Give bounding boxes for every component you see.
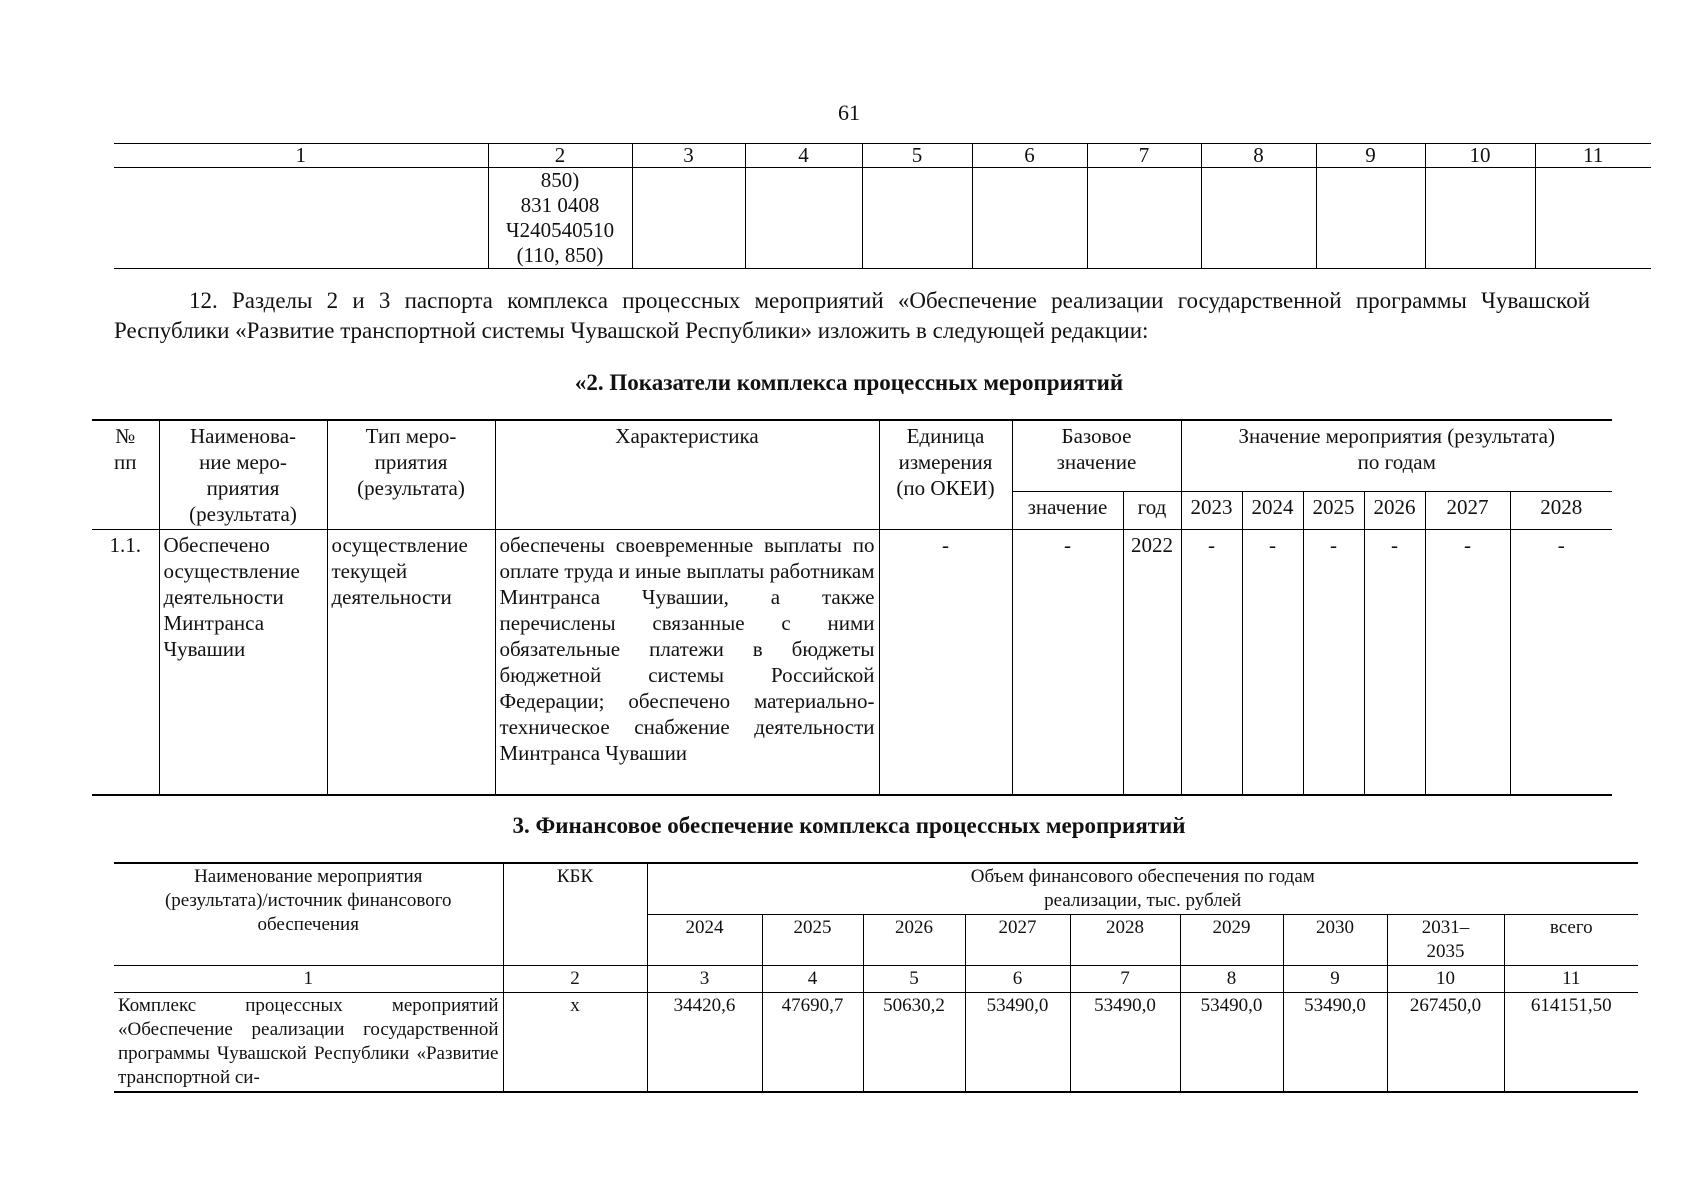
- row-year-value: -: [1425, 530, 1510, 796]
- header-num: № пп: [92, 420, 159, 530]
- table-cell: [1425, 168, 1535, 269]
- header-type: Тип меро- приятия (результата): [327, 420, 495, 530]
- row-name: Обеспечено осуществление деятельности Минтранса Чувашии: [159, 530, 327, 796]
- table-cell: [1201, 168, 1316, 269]
- row-value: 50630,2: [863, 993, 965, 1093]
- header-activity-name: Наименование мероприятия (результата)/источник финансового обеспечения: [114, 863, 503, 966]
- row-type: осуществление текущей деятельности: [327, 530, 495, 796]
- table-cell: [1087, 168, 1201, 269]
- table-cell: [1316, 168, 1425, 269]
- header-year: 2024: [1242, 491, 1303, 529]
- col-number: 10: [1425, 144, 1535, 168]
- table-row: [114, 993, 1638, 1093]
- header-total: всего: [1504, 915, 1638, 966]
- header-year: 2025: [762, 915, 863, 966]
- row-value: 53490,0: [965, 993, 1070, 1093]
- header-year: 2029: [1180, 915, 1283, 966]
- row-value: 53490,0: [1180, 993, 1283, 1093]
- col-number: 3: [632, 144, 745, 168]
- row-year-value: -: [1364, 530, 1425, 796]
- header-year: 2030: [1283, 915, 1387, 966]
- table-cell: [114, 168, 488, 269]
- col-number: 6: [965, 966, 1070, 993]
- row-characteristic: обеспечены своевременные выплаты по оплате труда и иные выплаты работникам Минтранса Чувашии, а также перечислены связанные с ними обязательные платежи в бюджеты бюджетной системы Российской Федерации; обеспечено материально-техническое снабжение деятельности Минтранса Чувашии: [495, 530, 879, 796]
- col-number: 4: [745, 144, 862, 168]
- header-year: 2031– 2035: [1387, 915, 1504, 966]
- header-kbk: КБК: [503, 863, 647, 966]
- amendment-paragraph: 12. Разделы 2 и 3 паспорта комплекса процессных мероприятий «Обеспечение реализации государственной программы Чувашской Республики «Развитие транспортной системы Чувашской Республики» изложить в следующей редакции:: [114, 288, 1590, 343]
- table-cell: [1535, 168, 1651, 269]
- header-base-value: значение: [1012, 491, 1123, 529]
- indicators-header-row-1: [92, 420, 1612, 491]
- header-year: 2027: [965, 915, 1070, 966]
- row-year-value: -: [1510, 530, 1612, 796]
- row-kbk: х: [503, 993, 647, 1093]
- col-number: 7: [1070, 966, 1180, 993]
- col-number: 2: [488, 144, 632, 168]
- header-year: 2026: [863, 915, 965, 966]
- header-year: 2023: [1181, 491, 1242, 529]
- row-value: 53490,0: [1283, 993, 1387, 1093]
- header-base: Базовое значение: [1012, 420, 1181, 491]
- col-number: 1: [114, 144, 488, 168]
- col-number: 11: [1535, 144, 1651, 168]
- indicators-table: [92, 419, 1612, 796]
- col-number: 9: [1283, 966, 1387, 993]
- col-number: 11: [1504, 966, 1638, 993]
- col-number: 6: [972, 144, 1087, 168]
- col-number: 9: [1316, 144, 1425, 168]
- col-number: 5: [862, 144, 972, 168]
- header-year: 2025: [1303, 491, 1364, 529]
- col-number: 2: [503, 966, 647, 993]
- row-year-value: -: [1242, 530, 1303, 796]
- col-number: 4: [762, 966, 863, 993]
- header-unit: Единица измерения (по ОКЕИ): [879, 420, 1012, 530]
- financing-table: [114, 862, 1638, 1093]
- col-number: 10: [1387, 966, 1504, 993]
- col-number: 3: [647, 966, 762, 993]
- header-values: Значение мероприятия (результата) по годам: [1181, 420, 1612, 491]
- continuation-header-row: [114, 144, 1651, 168]
- row-num: 1.1.: [92, 530, 159, 796]
- header-year: 2026: [1364, 491, 1425, 529]
- header-year: 2028: [1070, 915, 1180, 966]
- row-value: 267450,0: [1387, 993, 1504, 1093]
- section3-title: 3. Финансовое обеспечение комплекса процессных мероприятий: [512, 813, 1186, 838]
- header-year: 2028: [1510, 491, 1612, 529]
- row-unit: -: [879, 530, 1012, 796]
- row-year-value: -: [1303, 530, 1364, 796]
- continuation-table: [114, 143, 1651, 269]
- row-year-value: -: [1181, 530, 1242, 796]
- kbk-cell: 850) 831 0408 Ч240540510 (110, 850): [488, 168, 632, 269]
- section2-title: «2. Показатели комплекса процессных мероприятий: [574, 370, 1124, 395]
- col-number: 5: [863, 966, 965, 993]
- row-value: 53490,0: [1070, 993, 1180, 1093]
- table-cell: [632, 168, 745, 269]
- table-cell: [862, 168, 972, 269]
- header-characteristic: Характеристика: [495, 420, 879, 530]
- header-name: Наименова- ние меро- приятия (результата): [159, 420, 327, 530]
- table-cell: [972, 168, 1087, 269]
- row-base-year: 2022: [1123, 530, 1181, 796]
- header-year: 2024: [647, 915, 762, 966]
- row-value: 34420,6: [647, 993, 762, 1093]
- col-number: 8: [1180, 966, 1283, 993]
- table-row: [92, 530, 1612, 796]
- header-volume: Объем финансового обеспечения по годам реализации, тыс. рублей: [647, 863, 1638, 915]
- table-cell: [745, 168, 862, 269]
- page-number: 61: [838, 100, 860, 125]
- row-base-value: -: [1012, 530, 1123, 796]
- row-activity-name: Комплекс процессных мероприятий «Обеспечение реализации государственной программы Чувашской Республики «Развитие транспортной си-: [114, 993, 503, 1093]
- financing-header-row-1: [114, 863, 1638, 915]
- header-base-year: год: [1123, 491, 1181, 529]
- row-value: 47690,7: [762, 993, 863, 1093]
- header-year: 2027: [1425, 491, 1510, 529]
- financing-number-row: [114, 966, 1638, 993]
- row-total: 614151,50: [1504, 993, 1638, 1093]
- col-number: 7: [1087, 144, 1201, 168]
- col-number: 1: [114, 966, 503, 993]
- col-number: 8: [1201, 144, 1316, 168]
- continuation-body-row: [114, 168, 1651, 269]
